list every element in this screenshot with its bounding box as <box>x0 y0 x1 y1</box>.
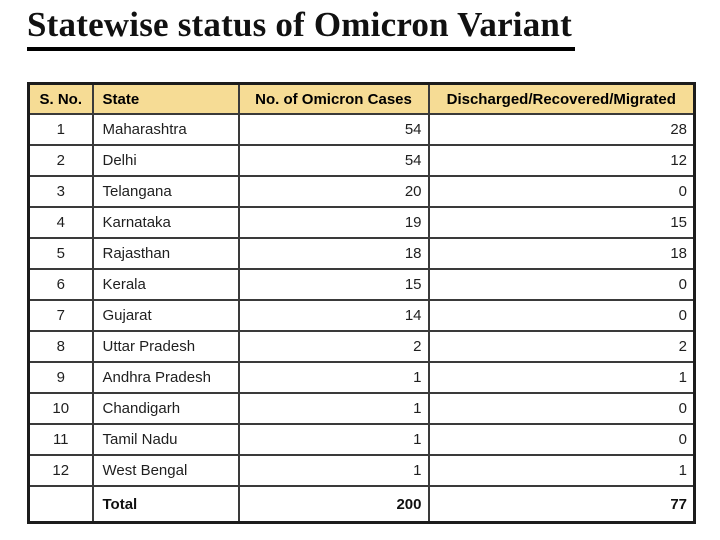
cell-sno: 8 <box>29 331 93 362</box>
cell-state: West Bengal <box>93 455 239 486</box>
total-row <box>29 486 695 523</box>
cell-state: Gujarat <box>93 300 239 331</box>
cell-sno: 6 <box>29 269 93 300</box>
cell-state: Uttar Pradesh <box>93 331 239 362</box>
cell-state: Chandigarh <box>93 393 239 424</box>
table-row <box>29 331 695 362</box>
table-row <box>29 269 695 300</box>
cell-cases: 54 <box>239 145 429 176</box>
omicron-status-table <box>27 82 696 524</box>
cell-sno: 11 <box>29 424 93 455</box>
header-cases: No. of Omicron Cases <box>239 84 429 115</box>
cell-state: Telangana <box>93 176 239 207</box>
cell-discharged: 1 <box>429 362 695 393</box>
header-discharged: Discharged/Recovered/Migrated <box>429 84 695 115</box>
total-sno-cell <box>29 486 93 523</box>
cell-cases: 1 <box>239 393 429 424</box>
table-row <box>29 207 695 238</box>
cell-state: Delhi <box>93 145 239 176</box>
total-cases-cell: 200 <box>239 486 429 523</box>
table-row <box>29 176 695 207</box>
table-row <box>29 238 695 269</box>
cell-discharged: 28 <box>429 114 695 145</box>
table-row <box>29 424 695 455</box>
cell-cases: 18 <box>239 238 429 269</box>
cell-sno: 12 <box>29 455 93 486</box>
cell-sno: 4 <box>29 207 93 238</box>
header-row <box>29 84 695 115</box>
cell-discharged: 0 <box>429 300 695 331</box>
table-row <box>29 145 695 176</box>
cell-state: Andhra Pradesh <box>93 362 239 393</box>
cell-discharged: 0 <box>429 393 695 424</box>
header-state: State <box>93 84 239 115</box>
cell-discharged: 18 <box>429 238 695 269</box>
cell-sno: 10 <box>29 393 93 424</box>
total-label-cell: Total <box>93 486 239 523</box>
cell-sno: 1 <box>29 114 93 145</box>
table-row <box>29 362 695 393</box>
cell-cases: 20 <box>239 176 429 207</box>
cell-cases: 19 <box>239 207 429 238</box>
cell-state: Tamil Nadu <box>93 424 239 455</box>
table-row <box>29 114 695 145</box>
cell-cases: 1 <box>239 424 429 455</box>
cell-discharged: 15 <box>429 207 695 238</box>
header-sno: S. No. <box>29 84 93 115</box>
cell-cases: 15 <box>239 269 429 300</box>
table-body <box>29 114 695 486</box>
cell-discharged: 12 <box>429 145 695 176</box>
cell-state: Rajasthan <box>93 238 239 269</box>
cell-state: Karnataka <box>93 207 239 238</box>
cell-discharged: 0 <box>429 269 695 300</box>
cell-sno: 7 <box>29 300 93 331</box>
table-row <box>29 393 695 424</box>
cell-sno: 5 <box>29 238 93 269</box>
page-title: Statewise status of Omicron Variant <box>27 5 575 51</box>
cell-discharged: 0 <box>429 176 695 207</box>
cell-state: Kerala <box>93 269 239 300</box>
cell-sno: 3 <box>29 176 93 207</box>
cell-cases: 1 <box>239 362 429 393</box>
cell-cases: 54 <box>239 114 429 145</box>
cell-sno: 2 <box>29 145 93 176</box>
cell-discharged: 1 <box>429 455 695 486</box>
table-footer <box>29 486 695 523</box>
cell-state: Maharashtra <box>93 114 239 145</box>
cell-cases: 1 <box>239 455 429 486</box>
cell-discharged: 0 <box>429 424 695 455</box>
cell-cases: 14 <box>239 300 429 331</box>
total-discharged-cell: 77 <box>429 486 695 523</box>
table-row <box>29 300 695 331</box>
cell-discharged: 2 <box>429 331 695 362</box>
cell-sno: 9 <box>29 362 93 393</box>
table-row <box>29 455 695 486</box>
table-header <box>29 84 695 115</box>
cell-cases: 2 <box>239 331 429 362</box>
title-wrap <box>27 5 575 51</box>
